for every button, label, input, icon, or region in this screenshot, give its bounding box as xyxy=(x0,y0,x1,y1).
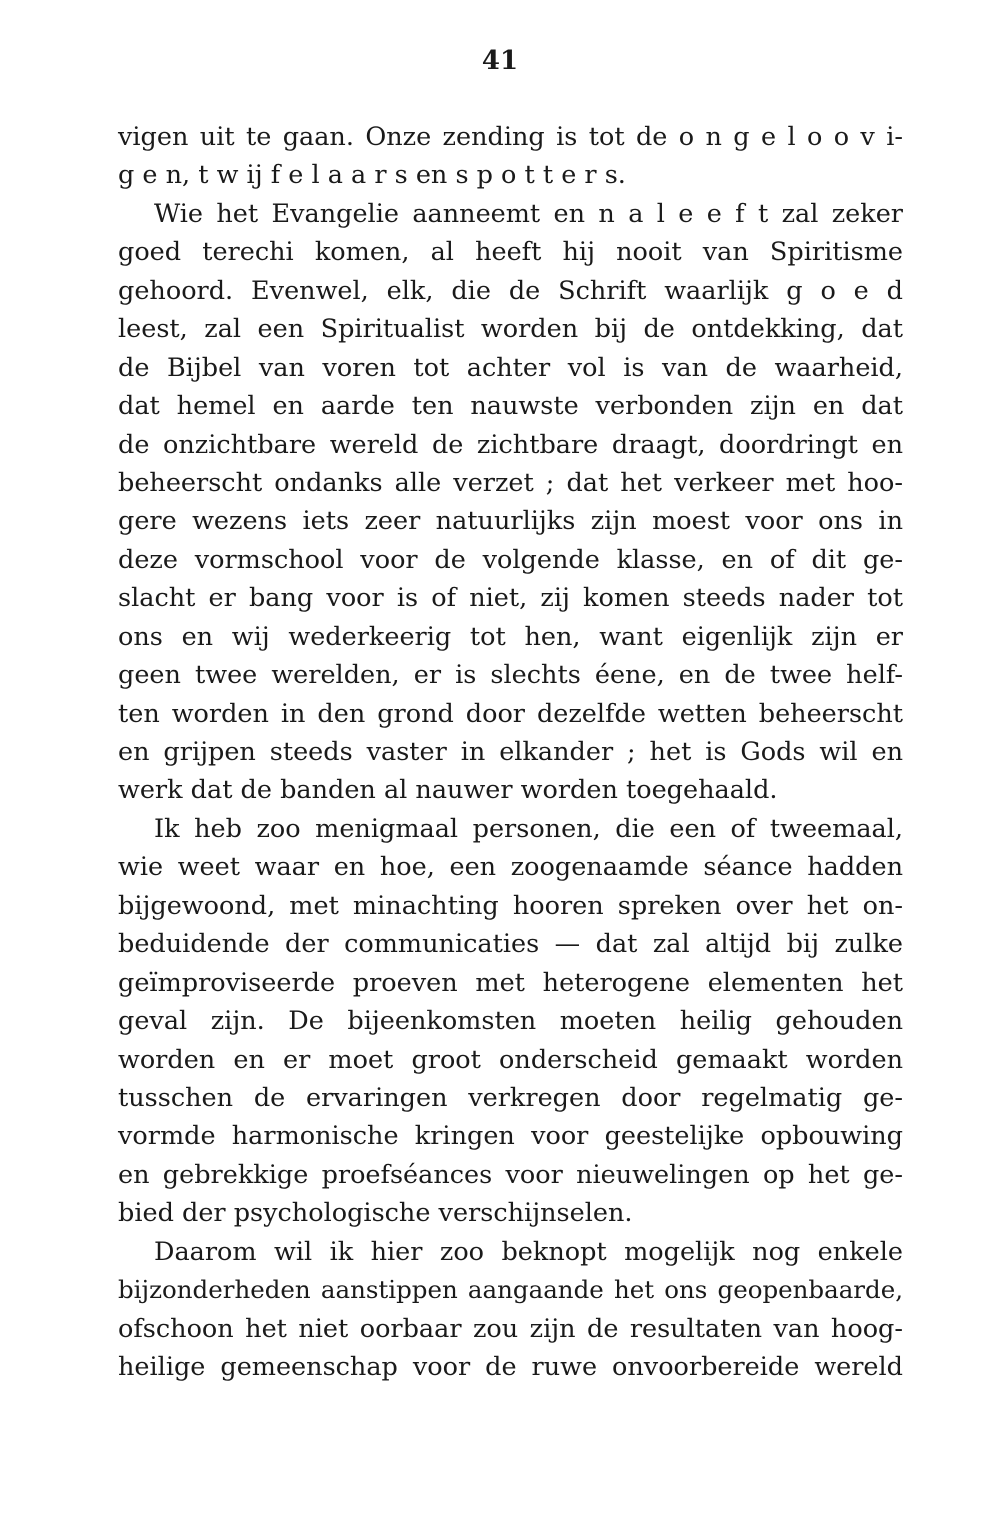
text-line: Daarom wil ik hier zoo beknopt mogelijk nog enkele xyxy=(154,1236,903,1267)
text-line: geval zijn. De bijeenkomsten moeten heilig gehouden xyxy=(118,1006,903,1037)
text-line: geen twee werelden, er is slechts éene, en de twee helf- xyxy=(118,660,903,691)
text-line: vigen uit te gaan. Onze zending is tot de o n g e l o o v i- xyxy=(118,122,903,152)
text-line: Wie het Evangelie aanneemt en n a l e e f t zal zeker xyxy=(154,198,903,229)
text-line: bijzonderheden aanstippen aangaande het ons geopenbaarde, xyxy=(118,1275,903,1305)
text-line: beheerscht ondanks alle verzet ; dat het verkeer met hoo- xyxy=(118,467,903,498)
text-line: Ik heb zoo menigmaal personen, die een of tweemaal, xyxy=(154,813,903,844)
text-line: tusschen de ervaringen verkregen door regelmatig ge- xyxy=(118,1082,903,1113)
text-line: heilige gemeenschap voor de ruwe onvoorbereide wereld xyxy=(118,1352,903,1382)
body-text xyxy=(118,118,903,1386)
text-line: ten worden in den grond door dezelfde wetten beheerscht xyxy=(118,698,903,729)
text-line: de onzichtbare wereld de zichtbare draagt, doordringt en xyxy=(118,429,903,460)
text-line: bied der psychologische verschijnselen. xyxy=(118,1198,633,1229)
text-line: deze vormschool voor de volgende klasse, en of dit ge- xyxy=(118,544,903,575)
text-line: beduidende der communicaties — dat zal altijd bij zulke xyxy=(118,929,903,960)
text-line: gere wezens iets zeer natuurlijks zijn moest voor ons in xyxy=(118,506,903,537)
text-line: g e n, t w ij f e l a a r s en s p o t t e r s. xyxy=(118,160,626,191)
text-line: de Bijbel van voren tot achter vol is van de waarheid, xyxy=(118,352,903,383)
text-line: ons en wij wederkeerig tot hen, want eigenlijk zijn er xyxy=(118,621,903,652)
text-line: dat hemel en aarde ten nauwste verbonden zijn en dat xyxy=(118,391,903,422)
text-line: geïmproviseerde proeven met heterogene elementen het xyxy=(118,967,903,998)
text-line: en gebrekkige proefséances voor nieuwelingen op het ge- xyxy=(118,1159,903,1190)
text-line: slacht er bang voor is of niet, zij komen steeds nader tot xyxy=(118,583,903,614)
text-line: bijgewoond, met minachting hooren spreken over het on- xyxy=(118,890,903,921)
text-line: wie weet waar en hoe, een zoogenaamde séance hadden xyxy=(118,852,903,883)
text-line: leest, zal een Spiritualist worden bij de ontdekking, dat xyxy=(118,314,903,345)
text-line: goed terechi komen, al heeft hij nooit van Spiritisme xyxy=(118,237,903,268)
text-line: ofschoon het niet oorbaar zou zijn de resultaten van hoog- xyxy=(118,1313,903,1344)
text-line: worden en er moet groot onderscheid gemaakt worden xyxy=(118,1044,903,1075)
text-line: gehoord. Evenwel, elk, die de Schrift waarlijk g o e d xyxy=(118,275,903,306)
text-line: werk dat de banden al nauwer worden toegehaald. xyxy=(118,775,778,806)
text-line: vormde harmonische kringen voor geestelijke opbouwing xyxy=(118,1121,903,1152)
text-line: en grijpen steeds vaster in elkander ; het is Gods wil en xyxy=(118,737,903,767)
page-number: 41 xyxy=(481,46,519,76)
